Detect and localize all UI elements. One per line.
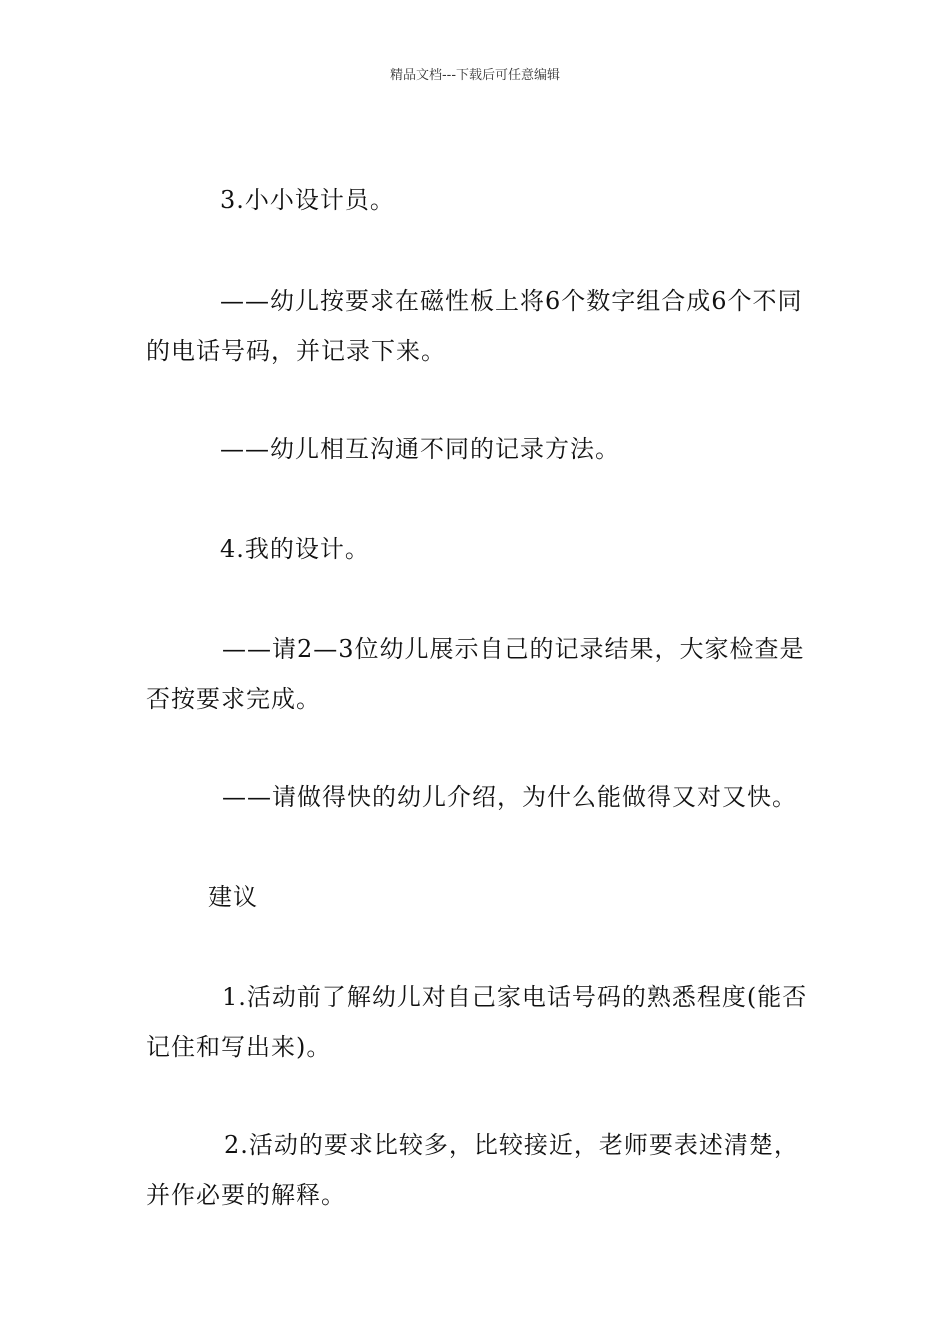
page-header: 精品文档---下载后可任意编辑: [389, 68, 561, 83]
paragraph-step-3b: ——幼儿相互沟通不同的记录方法。: [220, 435, 620, 463]
paragraph-step-4a: ——请2—3位幼儿展示自己的记录结果，大家检查是否按要求完成。: [146, 635, 805, 713]
section-title-3: 3.小小设计员。: [220, 186, 395, 214]
suggestion-item-2: 2.活动的要求比较多，比较接近，老师要表述清楚，并作必要的解释。: [146, 1131, 799, 1209]
section-title-4: 4.我的设计。: [220, 535, 370, 563]
suggestion-item-1: 1.活动前了解幼儿对自己家电话号码的熟悉程度(能否记住和写出来)。: [146, 983, 808, 1061]
suggestion-heading: 建议: [208, 883, 258, 911]
paragraph-step-4b: ——请做得快的幼儿介绍，为什么能做得又对又快。: [222, 783, 797, 811]
paragraph-step-3a: ——幼儿按要求在磁性板上将6个数字组合成6个不同的电话号码，并记录下来。: [146, 287, 803, 365]
